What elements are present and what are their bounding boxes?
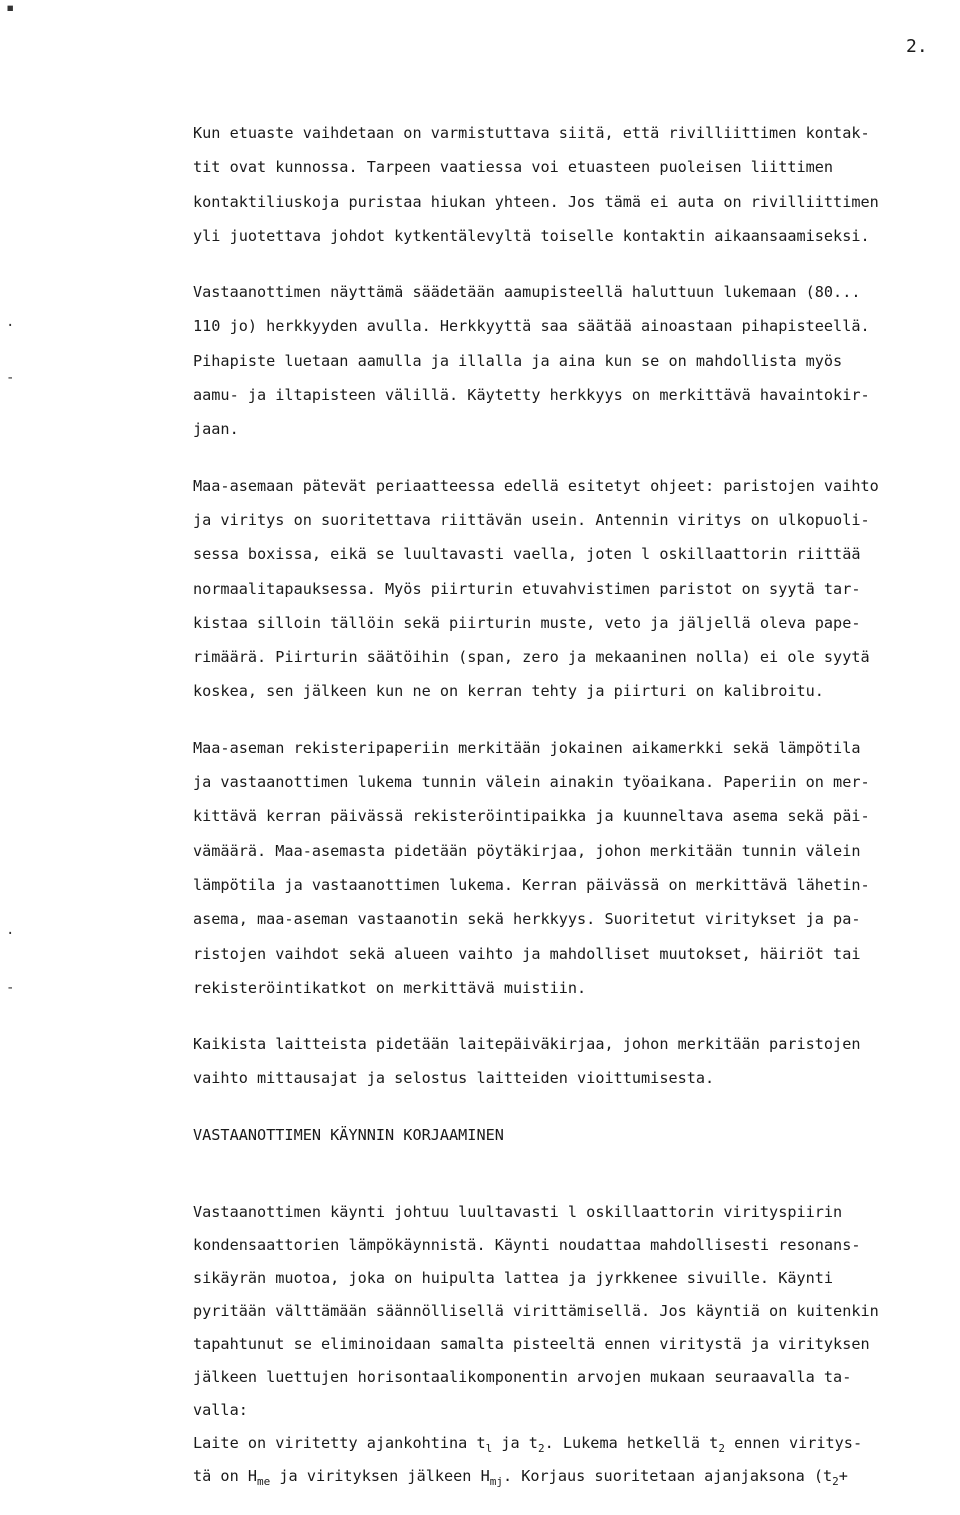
subscript: mj	[489, 1474, 503, 1488]
text-line: normaalitapauksessa. Myös piirturin etuvahvistimen paristot on syytä tar-	[193, 579, 861, 598]
text-line: jälkeen luettujen horisontaalikomponentin arvojen mukaan seuraavalla ta-	[193, 1367, 852, 1386]
margin-mark: -	[6, 370, 15, 386]
text-line: lämpötila ja vastaanottimen lukema. Kerran päivässä on merkittävä lähetin-	[193, 875, 870, 894]
text-line: Vastaanottimen näyttämä säädetään aamupisteellä haluttuun lukemaan (80...	[193, 283, 861, 302]
text-line: yli juotettava johdot kytkentälevyltä toiselle kontaktin aikaansaamiseksi.	[193, 226, 870, 245]
text-line: ristojen vaihdot sekä alueen vaihto ja mahdolliset muutokset, häiriöt tai	[193, 944, 861, 963]
text-span: ja t	[492, 1433, 538, 1452]
paragraph	[193, 1196, 960, 1493]
text-span: ja virityksen jälkeen H	[270, 1466, 490, 1485]
text-line: jaan.	[193, 420, 239, 439]
margin-mark: ·	[6, 318, 15, 334]
text-line: koskea, sen jälkeen kun ne on kerran tehty ja piirturi on kalibroitu.	[193, 682, 824, 701]
text-span: . Korjaus suoritetaan ajanjaksona (t	[502, 1466, 833, 1485]
text-line: vämäärä. Maa-asemasta pidetään pöytäkirjaa, johon merkitään tunnin välein	[193, 841, 861, 860]
text-line: asema, maa-aseman vastaanotin sekä herkkyys. Suoritetut viritykset ja pa-	[193, 910, 861, 929]
section-heading: VASTAANOTTIMEN KÄYNNIN KORJAAMINEN	[193, 1125, 504, 1144]
text-line: sessa boxissa, eikä se luultavasti vaella, joten l oskillaattorin riittää	[193, 545, 861, 564]
document-body	[193, 116, 960, 1515]
margin-mark: ▪	[6, 0, 15, 16]
text-line: sikäyrän muotoa, joka on huipulta lattea ja jyrkkenee sivuille. Käynti	[193, 1268, 834, 1287]
text-line: Maa-asemaan pätevät periaatteessa edellä esitetyt ohjeet: paristojen vaihto	[193, 476, 879, 495]
text-line: Pihapiste luetaan aamulla ja illalla ja aina kun se on mahdollista myös	[193, 351, 843, 370]
text-line: kittävä kerran päivässä rekisteröintipaikka ja kuunneltava asema sekä päi-	[193, 807, 870, 826]
text-line: aamu- ja iltapisteen välillä. Käytetty herkkyys on merkittävä havaintokir-	[193, 386, 870, 405]
text-line: Kun etuaste vaihdetaan on varmistuttava siitä, että rivilliittimen kontak-	[193, 124, 870, 142]
paragraph	[193, 469, 960, 709]
text-span: . Lukema hetkellä t	[544, 1433, 719, 1452]
paragraph	[193, 275, 960, 446]
page-number: 2.	[906, 36, 928, 57]
text-line: rimäärä. Piirturin säätöihin (span, zero ja mekaaninen nolla) ei ole syytä	[193, 648, 870, 667]
formula-line	[193, 1427, 960, 1460]
text-span: +	[838, 1466, 848, 1485]
subscript: l	[485, 1441, 493, 1455]
subscript: me	[257, 1474, 271, 1488]
margin-mark: -	[6, 980, 15, 996]
text-line: kondensaattorien lämpökäynnistä. Käynti noudattaa mahdollisesti resonans-	[193, 1235, 861, 1254]
text-line: Kaikista laitteista pidetään laitepäiväkirjaa, johon merkitään paristojen	[193, 1035, 861, 1054]
text-line: Maa-aseman rekisteripaperiin merkitään jokainen aikamerkki sekä lämpötila	[193, 738, 861, 757]
margin-mark: ·	[6, 926, 15, 942]
text-line: vaihto mittausajat ja selostus laitteiden vioittumisesta.	[193, 1069, 715, 1088]
text-span: Laite on viritetty ajankohtina t	[193, 1433, 486, 1452]
text-line: pyritään välttämään säännöllisellä virittämisellä. Jos käyntiä on kuitenkin	[193, 1301, 879, 1320]
text-line: rekisteröintikatkot on merkittävä muistiin.	[193, 978, 587, 997]
text-span: tä on H	[193, 1466, 258, 1485]
text-line: tit ovat kunnossa. Tarpeen vaatiessa voi etuasteen puoleisen liittimen	[193, 158, 834, 177]
text-line: kistaa silloin tällöin sekä piirturin muste, veto ja jäljellä oleva pape-	[193, 613, 861, 632]
text-line: valla:	[193, 1400, 248, 1419]
subscript: 2	[832, 1474, 839, 1488]
paragraph	[193, 116, 960, 253]
subscript: 2	[718, 1441, 725, 1455]
text-line: kontaktiliuskoja puristaa hiukan yhteen. Jos tämä ei auta on rivilliittimen	[193, 192, 879, 211]
formula-line	[193, 1460, 960, 1493]
subscript: 2	[537, 1441, 545, 1455]
text-line: tapahtunut se eliminoidaan samalta pisteeltä ennen viritystä ja virityksen	[193, 1334, 870, 1353]
paragraph	[193, 1027, 960, 1096]
paragraph	[193, 731, 960, 1005]
text-line: 110 jo) herkkyyden avulla. Herkkyyttä saa säätää ainoastaan pihapisteellä.	[193, 317, 870, 336]
text-line: ja vastaanottimen lukema tunnin välein ainakin työaikana. Paperiin on mer-	[193, 773, 870, 792]
text-line: Vastaanottimen käynti johtuu luultavasti l oskillaattorin virityspiirin	[193, 1202, 843, 1221]
text-line: ja viritys on suoritettava riittävän usein. Antennin viritys on ulkopuoli-	[193, 510, 870, 529]
text-span: ennen viritys-	[724, 1433, 863, 1452]
